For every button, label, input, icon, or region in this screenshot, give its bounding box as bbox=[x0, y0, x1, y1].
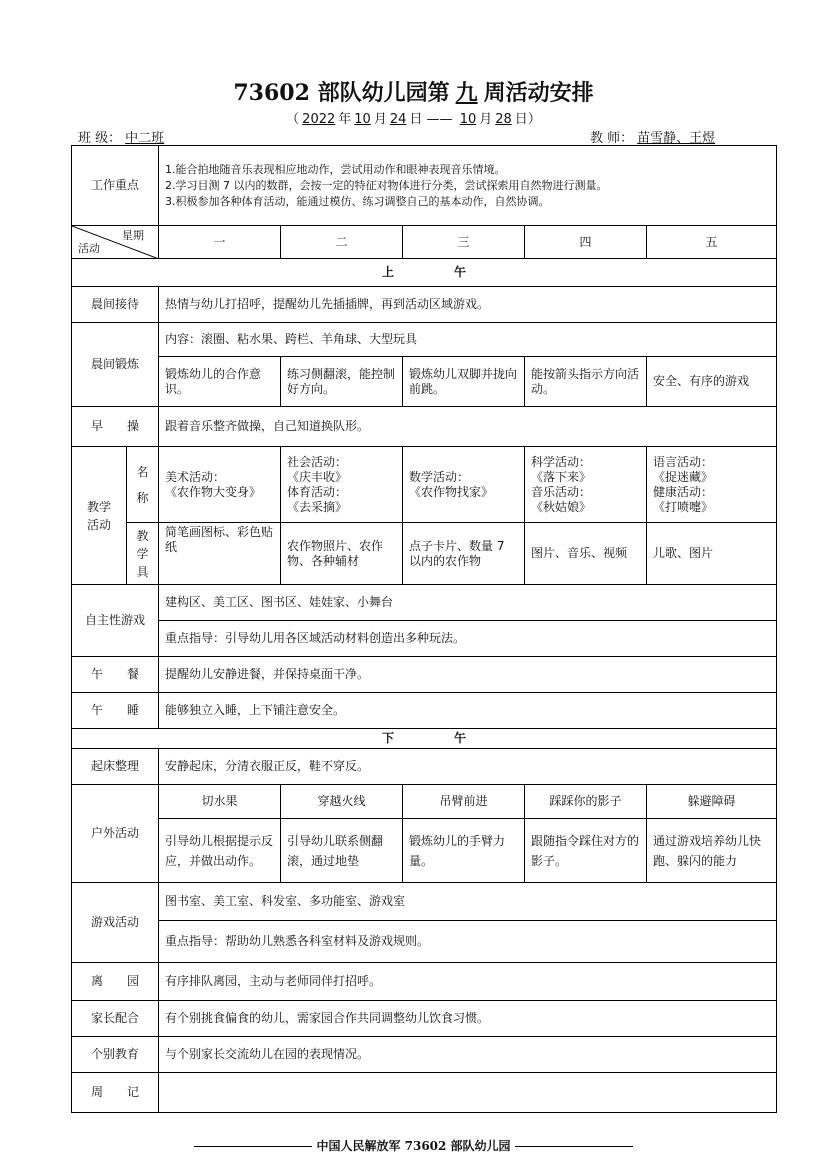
work-focus-content bbox=[159, 146, 777, 226]
teaching-tool: 儿歌、图片 bbox=[647, 523, 777, 585]
exercise-goal: 能按箭头指示方向活动。 bbox=[525, 357, 647, 407]
sublabel-char: 学 bbox=[136, 546, 149, 561]
end-day: 28 bbox=[495, 112, 512, 127]
exercise-row bbox=[72, 323, 777, 357]
weekday-tue: 二 bbox=[281, 226, 403, 259]
reception-label: 晨间接待 bbox=[72, 287, 159, 323]
outdoor-goals-row bbox=[72, 819, 777, 883]
morning-section-label: 上 午 bbox=[72, 259, 777, 287]
morning-section-row bbox=[72, 259, 777, 287]
teaching-label bbox=[72, 447, 127, 585]
work-focus-line: 1.能合拍地随音乐表现相应地动作，尝试用动作和眼神表现音乐情境。 bbox=[165, 162, 506, 176]
outdoor-game-name: 穿越火线 bbox=[281, 785, 403, 819]
activity-name-text: 科学活动： 《落下来》 音乐活动： 《秋姑娘》 bbox=[531, 454, 592, 514]
month-unit: 月 bbox=[373, 112, 387, 127]
teaching-activity-name bbox=[647, 447, 777, 523]
end-month: 10 bbox=[459, 112, 477, 127]
leave-text: 有序排队离园，主动与老师同伴打招呼。 bbox=[159, 963, 777, 1001]
weekly-text bbox=[159, 1073, 777, 1113]
teaching-activity-name bbox=[281, 447, 403, 523]
class-label: 班 级： bbox=[78, 131, 122, 146]
parent-row bbox=[72, 1001, 777, 1037]
sublabel-char: 具 bbox=[136, 564, 149, 579]
start-day: 24 bbox=[389, 112, 407, 127]
teaching-tool: 农作物照片、农作物、各种辅材 bbox=[281, 523, 403, 585]
week-number: 九 bbox=[455, 80, 478, 106]
teaching-tool: 点子卡片、数量 7 以内的农作物 bbox=[403, 523, 525, 585]
exercise-content: 内容：滚圈、粘水果、跨栏、羊角球、大型玩具 bbox=[159, 323, 777, 357]
footer-rule-right bbox=[515, 1146, 633, 1147]
weekday-thu: 四 bbox=[525, 226, 647, 259]
individual-row bbox=[72, 1037, 777, 1073]
outdoor-goal: 通过游戏培养幼儿快跑、躲闪的能力 bbox=[647, 819, 777, 883]
activity-name-text: 社会活动： 《庆丰收》 体育活动： 《去采摘》 bbox=[287, 454, 348, 514]
outdoor-goal: 锻炼幼儿的手臂力量。 bbox=[403, 819, 525, 883]
class-info bbox=[78, 127, 168, 146]
outdoor-game-name: 吊臂前进 bbox=[403, 785, 525, 819]
lunch-text: 提醒幼儿安静进餐，并保持桌面干净。 bbox=[159, 657, 777, 693]
nap-row bbox=[72, 693, 777, 729]
teacher-info bbox=[590, 127, 719, 146]
start-month: 10 bbox=[354, 112, 371, 127]
weekly-row bbox=[72, 1073, 777, 1113]
paren-open: （ bbox=[286, 112, 300, 127]
work-focus-row bbox=[72, 146, 777, 226]
paren-close: ） bbox=[527, 112, 541, 127]
weekly-label: 周 记 bbox=[72, 1073, 159, 1113]
reception-row bbox=[72, 287, 777, 323]
name-sublabel bbox=[127, 447, 159, 523]
individual-label: 个别教育 bbox=[72, 1037, 159, 1073]
date-dash: —— bbox=[426, 112, 453, 127]
parent-text: 有个别挑食偏食的幼儿，需家园合作共同调整幼儿饮食习惯。 bbox=[159, 1001, 777, 1037]
teacher-label: 教 师： bbox=[590, 131, 634, 146]
individual-text: 与个别家长交流幼儿在园的表现情况。 bbox=[159, 1037, 777, 1073]
exercise-label: 晨间锻炼 bbox=[72, 323, 159, 407]
free-play-areas: 建构区、美工区、图书区、娃娃家、小舞台 bbox=[159, 585, 777, 621]
sublabel-char: 教 bbox=[136, 528, 149, 543]
nap-label: 午 睡 bbox=[72, 693, 159, 729]
getup-text: 安静起床，分清衣服正反，鞋不穿反。 bbox=[159, 749, 777, 785]
leave-label: 离 园 bbox=[72, 963, 159, 1001]
activity-corner-label: 活动 bbox=[78, 242, 100, 255]
teaching-activity-name bbox=[159, 447, 281, 523]
title-prefix: 73602 部队幼儿园第 bbox=[233, 80, 450, 106]
leave-row bbox=[72, 963, 777, 1001]
teacher-value: 苗雪静、王煜 bbox=[637, 131, 716, 146]
footer bbox=[0, 1137, 827, 1154]
work-focus-line: 3.积极参加各种体育活动，能通过模仿、练习调整自己的基本动作，自然协调。 bbox=[165, 194, 550, 208]
outdoor-goal: 跟随指令踩住对方的影子。 bbox=[525, 819, 647, 883]
exercise-goal: 练习侧翻滚，能控制好方向。 bbox=[281, 357, 403, 407]
reception-text: 热情与幼儿打招呼，提醒幼儿先插插牌，再到活动区域游戏。 bbox=[159, 287, 777, 323]
exercise-goal: 安全、有序的游戏 bbox=[647, 357, 777, 407]
year: 2022 bbox=[302, 112, 336, 127]
game-row bbox=[72, 883, 777, 921]
lunch-label: 午 餐 bbox=[72, 657, 159, 693]
weekday-header-row bbox=[72, 226, 777, 259]
month-unit: 月 bbox=[479, 112, 493, 127]
activity-name-text: 语言活动： 《捉迷藏》 健康活动： 《打喷嚏》 bbox=[653, 454, 714, 514]
exercise-goal: 锻炼幼儿双脚并拢向前跳。 bbox=[403, 357, 525, 407]
page-title bbox=[0, 76, 827, 107]
lunch-row bbox=[72, 657, 777, 693]
footer-text: 中国人民解放军 73602 部队幼儿园 bbox=[316, 1139, 511, 1153]
afternoon-section-label: 下 午 bbox=[72, 729, 777, 749]
outdoor-label: 户外活动 bbox=[72, 785, 159, 883]
morning-exercise-text: 跟着音乐整齐做操，自己知道换队形。 bbox=[159, 407, 777, 447]
weekday-mon: 一 bbox=[159, 226, 281, 259]
weekday-corner-label: 星期 bbox=[122, 229, 145, 242]
game-label: 游戏活动 bbox=[72, 883, 159, 963]
teaching-activity-name bbox=[525, 447, 647, 523]
weekday-fri: 五 bbox=[647, 226, 777, 259]
nap-text: 能够独立入睡，上下铺注意安全。 bbox=[159, 693, 777, 729]
teaching-label-line: 教学 bbox=[86, 499, 111, 514]
afternoon-section-row bbox=[72, 729, 777, 749]
footer-rule-left bbox=[194, 1146, 312, 1147]
outdoor-goal: 引导幼儿联系侧翻滚，通过地垫 bbox=[281, 819, 403, 883]
game-guide: 重点指导：帮助幼儿熟悉各科室材料及游戏规则。 bbox=[159, 921, 777, 963]
diagonal-header-cell bbox=[72, 226, 159, 259]
free-play-row bbox=[72, 585, 777, 621]
teaching-label-line: 活动 bbox=[86, 517, 111, 532]
title-suffix: 周活动安排 bbox=[483, 80, 594, 106]
exercise-goals-row bbox=[72, 357, 777, 407]
outdoor-game-name: 切水果 bbox=[159, 785, 281, 819]
sublabel-char: 名 bbox=[136, 464, 149, 479]
free-play-guide: 重点指导：引导幼儿用各区域活动材料创造出多种玩法。 bbox=[159, 621, 777, 657]
date-range bbox=[0, 108, 827, 127]
outdoor-game-name: 躲避障碍 bbox=[647, 785, 777, 819]
day-unit: 日 bbox=[514, 112, 528, 127]
teaching-tool: 简笔画图标、彩色贴纸 bbox=[159, 523, 281, 585]
free-play-guide-row bbox=[72, 621, 777, 657]
getup-row bbox=[72, 749, 777, 785]
exercise-goal: 锻炼幼儿的合作意识。 bbox=[159, 357, 281, 407]
outdoor-names-row bbox=[72, 785, 777, 819]
work-focus-label: 工作重点 bbox=[72, 146, 159, 226]
tool-sublabel bbox=[127, 523, 159, 585]
year-unit: 年 bbox=[338, 112, 352, 127]
day-unit: 日 bbox=[409, 112, 423, 127]
morning-exercise-label: 早 操 bbox=[72, 407, 159, 447]
schedule-table bbox=[71, 145, 777, 1113]
game-guide-row bbox=[72, 921, 777, 963]
class-value: 中二班 bbox=[125, 131, 165, 146]
morning-exercise-row bbox=[72, 407, 777, 447]
teaching-activity-name bbox=[403, 447, 525, 523]
teaching-names-row bbox=[72, 447, 777, 523]
free-play-label: 自主性游戏 bbox=[72, 585, 159, 657]
outdoor-game-name: 踩踩你的影子 bbox=[525, 785, 647, 819]
activity-name-text: 数学活动： 《农作物找家》 bbox=[409, 469, 494, 499]
getup-label: 起床整理 bbox=[72, 749, 159, 785]
teaching-tool: 图片、音乐、视频 bbox=[525, 523, 647, 585]
sublabel-char: 称 bbox=[136, 490, 149, 505]
parent-label: 家长配合 bbox=[72, 1001, 159, 1037]
weekday-wed: 三 bbox=[403, 226, 525, 259]
game-rooms: 图书室、美工室、科发室、多功能室、游戏室 bbox=[159, 883, 777, 921]
teaching-tools-row bbox=[72, 523, 777, 585]
outdoor-goal: 引导幼儿根据提示反应，并做出动作。 bbox=[159, 819, 281, 883]
work-focus-line: 2.学习目测 7 以内的数群，会按一定的特征对物体进行分类，尝试探索用自然物进行测量。 bbox=[165, 178, 608, 192]
activity-name-text: 美术活动： 《农作物大变身》 bbox=[165, 469, 262, 499]
